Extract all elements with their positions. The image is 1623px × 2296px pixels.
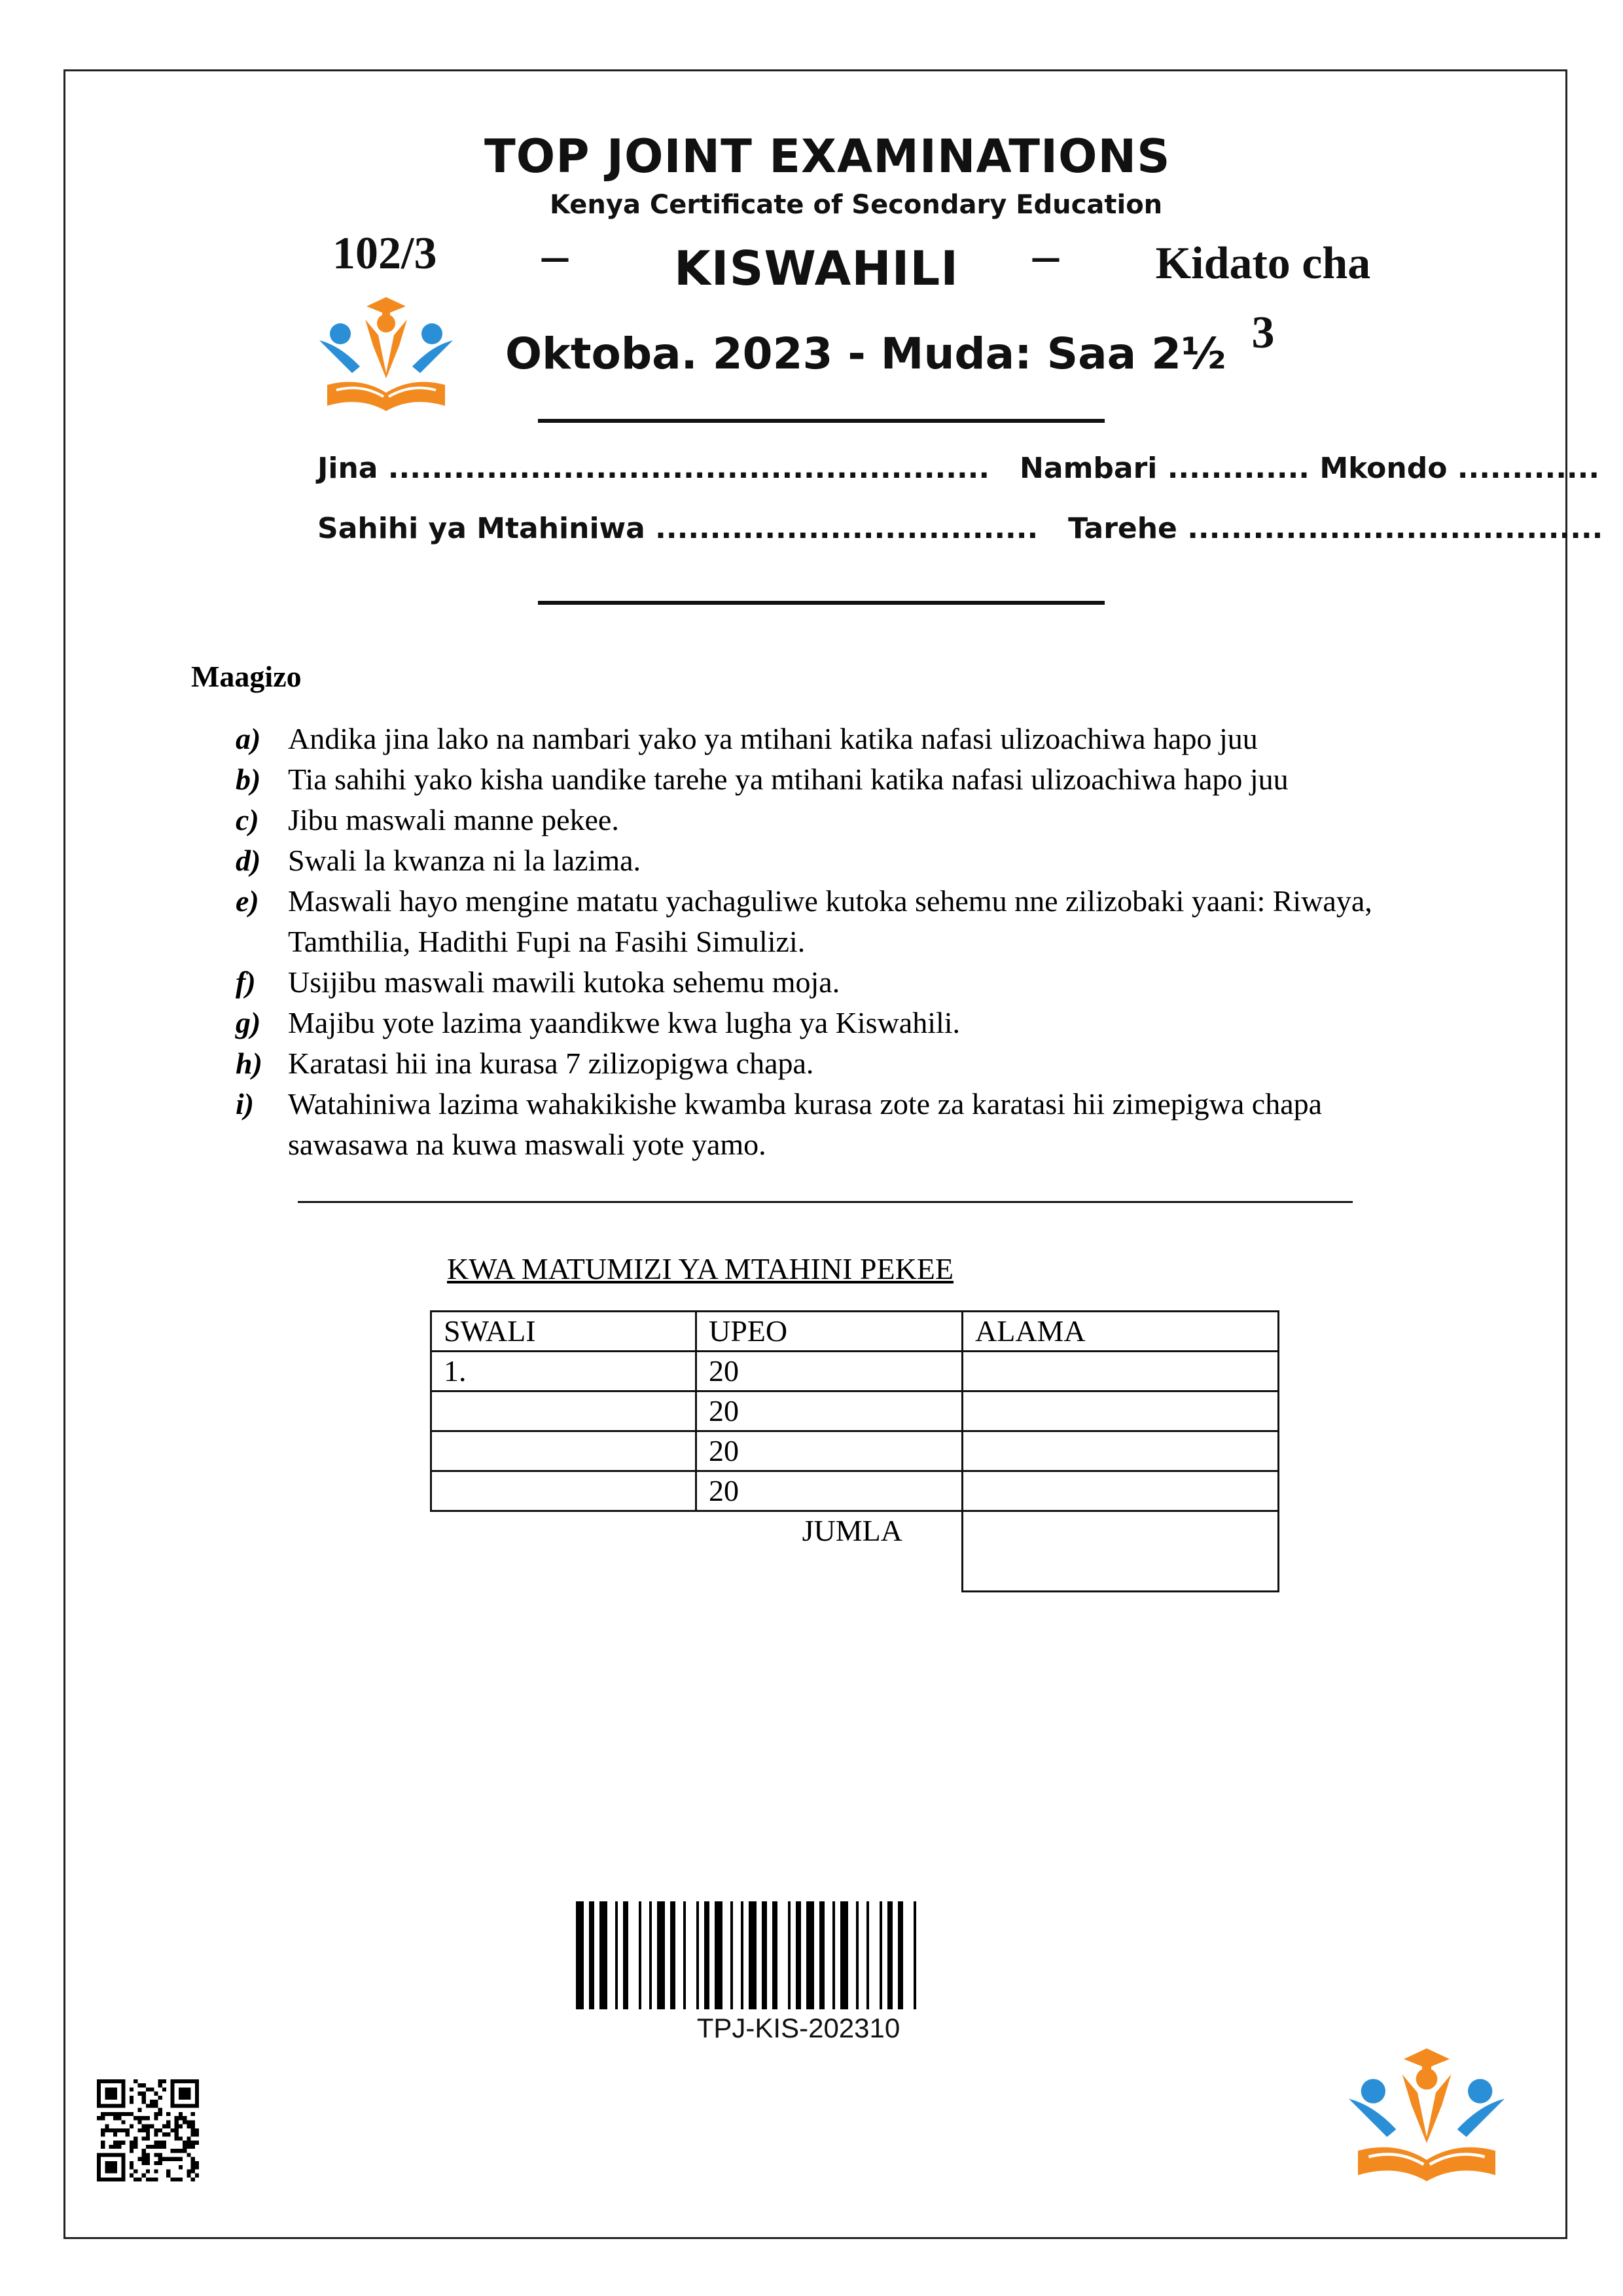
- instruction-text: Andika jina lako na nambari yako ya mtihani katika nafasi ulizoachiwa hapo juu: [288, 722, 1258, 755]
- table-row: [431, 1352, 1279, 1391]
- table-header: SWALI: [431, 1312, 696, 1352]
- table-row: [431, 1391, 1279, 1431]
- table-row: [431, 1471, 1279, 1511]
- examiner-table-title: KWA MATUMIZI YA MTAHINI PEKEE: [447, 1252, 954, 1285]
- table-cell-swali: [431, 1431, 696, 1471]
- header-rule-top: [538, 419, 1105, 423]
- table-header: ALAMA: [963, 1312, 1279, 1352]
- instruction-text: Maswali hayo mengine matatu yachaguliwe kutoka sehemu nne zilizobaki yaani: Riwaya, Tamthilia, Hadithi Fupi na Fasihi Simulizi.: [288, 884, 1372, 958]
- table-cell-alama[interactable]: [963, 1471, 1279, 1511]
- organization-title: TOP JOINT EXAMINATIONS: [484, 130, 1171, 183]
- instruction-text: Tia sahihi yako kisha uandike tarehe ya mtihani katika nafasi ulizoachiwa hapo juu: [288, 762, 1289, 796]
- form-level-number: 3: [1251, 308, 1275, 358]
- table-cell-upeo: 20: [696, 1431, 963, 1471]
- instruction-letter: c): [236, 803, 259, 836]
- instruction-text: Majibu yote lazima yaandikwe kwa lugha ya Kiswahili.: [288, 1006, 961, 1039]
- table-cell-swali: [431, 1391, 696, 1431]
- instruction-item: [236, 881, 1414, 962]
- table-cell-upeo: 20: [696, 1352, 963, 1391]
- instructions-heading: Maagizo: [191, 660, 302, 693]
- total-label: JUMLA: [802, 1514, 902, 1547]
- title-dash-left: –: [542, 226, 568, 284]
- table-row: [431, 1431, 1279, 1471]
- table-blank-cell: [431, 1511, 696, 1592]
- form-level-label: Kidato cha: [1155, 238, 1371, 289]
- instruction-item: [236, 800, 1414, 840]
- instruction-text: Karatasi hii ina kurasa 7 zilizopigwa chapa.: [288, 1047, 814, 1080]
- instruction-letter: g): [236, 1006, 261, 1039]
- barcode-icon: [576, 1901, 1021, 2009]
- examiner-table: [430, 1310, 1279, 1592]
- qr-code-icon: [97, 2079, 199, 2181]
- instruction-letter: a): [236, 722, 261, 755]
- table-cell-swali: 1.: [431, 1352, 696, 1391]
- table-cell-upeo: 20: [696, 1391, 963, 1431]
- instruction-item: [236, 840, 1414, 881]
- total-cell[interactable]: [963, 1511, 1279, 1592]
- table-cell-alama[interactable]: [963, 1352, 1279, 1391]
- table-cell-alama[interactable]: [963, 1391, 1279, 1431]
- instruction-text: Jibu maswali manne pekee.: [288, 803, 619, 836]
- instruction-item: [236, 1043, 1414, 1084]
- instruction-item: [236, 1003, 1414, 1043]
- table-cell-upeo: 20: [696, 1471, 963, 1511]
- divider: [298, 1201, 1353, 1203]
- table-header-row: [431, 1312, 1279, 1352]
- instruction-text: Usijibu maswali mawili kutoka sehemu moja.: [288, 965, 840, 999]
- candidate-signature-line[interactable]: Sahihi ya Mtahiniwa ................................... Tarehe ......................................: [317, 512, 1603, 545]
- instructions-list: [236, 719, 1414, 1165]
- paper-code: 102/3: [332, 228, 437, 279]
- table-total-row: [431, 1511, 1279, 1592]
- candidate-name-line[interactable]: Jina ....................................................... Nambari ............. Mkondo .............: [317, 452, 1600, 485]
- subject-title: KISWAHILI: [674, 241, 959, 296]
- table-cell-swali: [431, 1471, 696, 1511]
- header-rule-bottom: [538, 601, 1105, 605]
- instruction-letter: b): [236, 762, 261, 796]
- certificate-subtitle: Kenya Certificate of Secondary Education: [550, 190, 1163, 220]
- title-dash-right: –: [1033, 226, 1059, 284]
- logo-icon: [314, 295, 458, 412]
- date-duration: Oktoba. 2023 - Muda: Saa 2½: [505, 329, 1226, 379]
- instruction-text: Watahiniwa lazima wahakikishe kwamba kurasa zote za karatasi hii zimepigwa chapa sawasawa na kuwa maswali yote yamo.: [288, 1087, 1323, 1161]
- instruction-letter: d): [236, 844, 261, 877]
- table-header: UPEO: [696, 1312, 963, 1352]
- instruction-letter: i): [236, 1087, 255, 1121]
- table-cell-alama[interactable]: [963, 1431, 1279, 1471]
- instruction-item: [236, 962, 1414, 1003]
- instruction-item: [236, 759, 1414, 800]
- instruction-item: [236, 719, 1414, 759]
- instruction-letter: h): [236, 1047, 262, 1080]
- instruction-letter: e): [236, 884, 259, 918]
- barcode-text: TPJ-KIS-202310: [696, 2013, 901, 2043]
- logo-icon: [1342, 2045, 1512, 2183]
- instruction-letter: f): [236, 965, 256, 999]
- instruction-text: Swali la kwanza ni la lazima.: [288, 844, 641, 877]
- instruction-item: [236, 1084, 1414, 1165]
